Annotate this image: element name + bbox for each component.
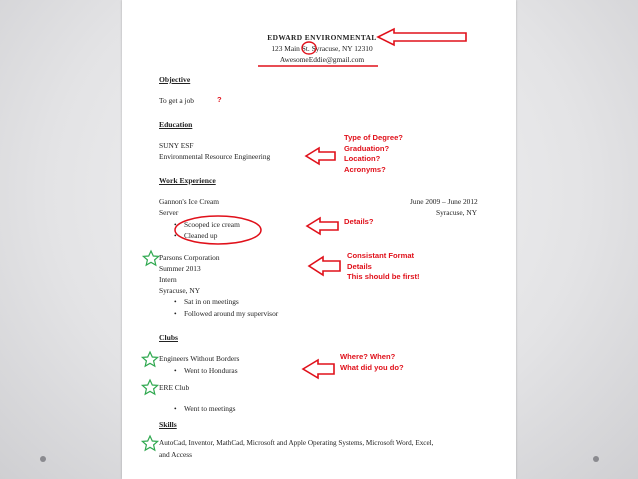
- club-name: Engineers Without Borders: [159, 354, 240, 363]
- star-icon: [142, 380, 157, 394]
- job1-company: Gannon's Ice Cream: [159, 197, 220, 206]
- objective-text: To get a job: [159, 96, 194, 105]
- note-line: Type of Degree?: [344, 133, 403, 142]
- star-icon: [142, 352, 157, 366]
- club-name: ERE Club: [159, 383, 190, 392]
- skills-line: and Access: [159, 450, 193, 459]
- star-icon: [142, 436, 157, 450]
- details-note: Details?: [344, 217, 374, 226]
- job1-title: Server: [159, 208, 179, 217]
- arrow-left-icon: [306, 148, 335, 164]
- objective-heading: Objective: [159, 75, 191, 84]
- arrow-left-icon: [307, 218, 338, 234]
- arrow-left-icon: [303, 360, 334, 378]
- note-line: Details: [347, 261, 372, 271]
- note-line: Acronyms?: [344, 164, 386, 174]
- job1-bullet: • Cleaned up: [184, 231, 217, 240]
- note-line: Location?: [344, 154, 381, 163]
- circle-markup: [175, 216, 261, 244]
- resume-email: AwesomeEddie@gmail.com: [279, 55, 365, 64]
- education-school: SUNY ESF: [159, 141, 194, 150]
- skills-heading: Skills: [159, 420, 177, 429]
- circle-markup: [302, 42, 316, 54]
- resume-address: 123 Main St. Syracuse, NY 12310: [271, 44, 373, 53]
- job2-company: Parsons Corporation: [159, 253, 220, 262]
- club-bullet: • Went to meetings: [184, 404, 236, 413]
- club-bullet: • Went to Honduras: [184, 366, 238, 375]
- job2-title: Intern: [159, 275, 177, 284]
- note-line: Graduation?: [344, 143, 390, 153]
- education-program: Environmental Resource Engineering: [159, 152, 271, 161]
- arrow-left-icon: [378, 29, 466, 45]
- note-line: What did you do?: [340, 362, 404, 372]
- job1-location: Syracuse, NY: [436, 208, 478, 217]
- star-icon: [143, 251, 158, 265]
- job2-location: Syracuse, NY: [159, 286, 201, 295]
- work-heading: Work Experience: [159, 176, 216, 185]
- resume-name: EDWARD ENVIRONMENTAL: [267, 33, 377, 42]
- job1-dates: June 2009 – June 2012: [410, 197, 478, 206]
- job1-bullet: • Scooped ice cream: [184, 220, 240, 229]
- job2-bullet: • Sat in on meetings: [184, 297, 239, 306]
- objective-question-mark: ?: [217, 95, 222, 104]
- job2-when: Summer 2013: [159, 264, 201, 273]
- skills-line: AutoCad, Inventor, MathCad, Microsoft and Apple Operating Systems, Microsoft Word, Excel,: [159, 439, 434, 447]
- education-heading: Education: [159, 120, 193, 129]
- note-line: Consistant Format: [347, 251, 415, 260]
- note-line: This should be first!: [347, 272, 420, 281]
- arrow-left-icon: [309, 257, 340, 275]
- job2-bullet: • Followed around my supervisor: [184, 309, 278, 318]
- clubs-heading: Clubs: [159, 333, 178, 342]
- note-line: Where? When?: [340, 352, 396, 361]
